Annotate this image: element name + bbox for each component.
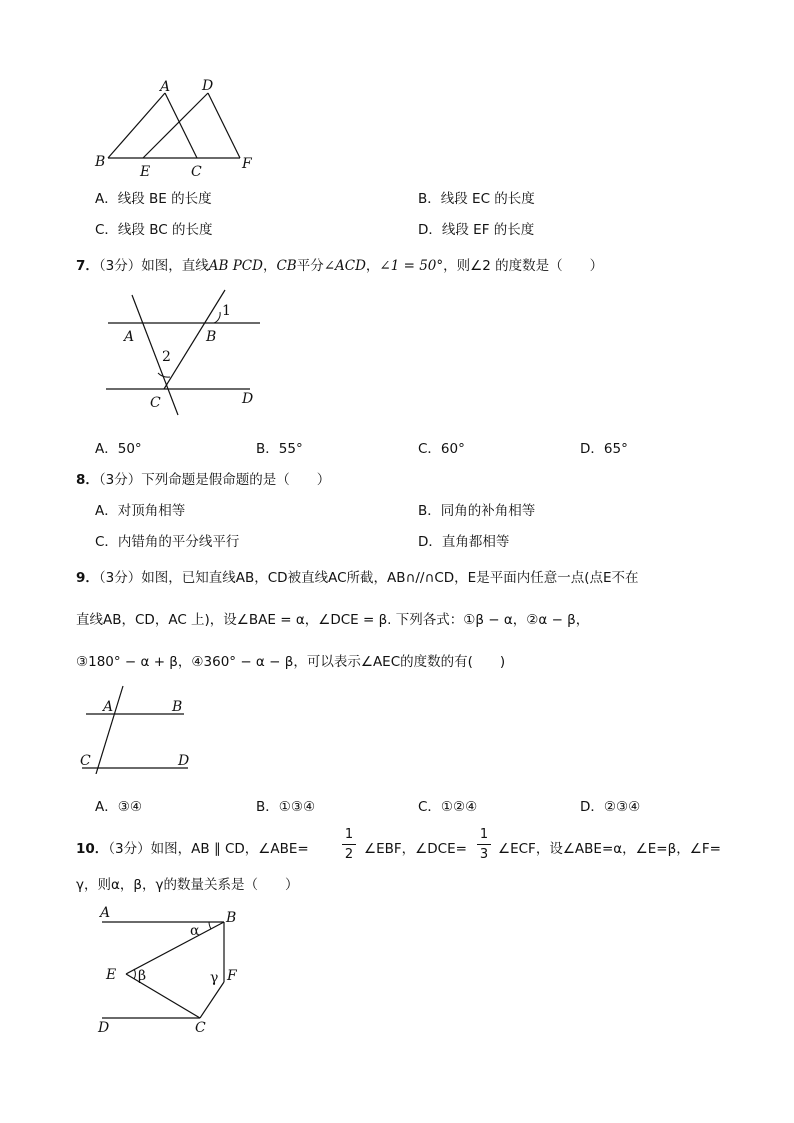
q6-option-c[interactable]: C．线段 BC 的长度	[95, 222, 213, 238]
label-D: D	[242, 391, 254, 407]
q10-score: （3分）	[108, 841, 151, 857]
q7-acd: ∠ACD	[323, 258, 366, 274]
q9-transversal-figure	[76, 682, 196, 774]
label-A: A	[100, 905, 111, 921]
label-beta: β	[138, 968, 147, 984]
q6-triangle-figure	[90, 76, 260, 182]
label-C: C	[191, 164, 202, 180]
q7-option-a[interactable]: A．50°	[95, 441, 142, 457]
q7-stem-a: 如图，直线	[141, 258, 209, 274]
q7-sep2: ，	[365, 258, 380, 274]
label-B: B	[206, 329, 217, 345]
label-D: D	[202, 78, 214, 94]
q10-stem-part2: ∠EBF，∠DCE=	[364, 841, 467, 857]
q7-ab: AB	[208, 258, 229, 274]
label-gamma: γ	[210, 970, 219, 986]
frac1-numerator: 1	[344, 827, 354, 842]
q8-option-c[interactable]: C．内错角的平分线平行	[95, 534, 240, 550]
q9-score: （3分）	[98, 570, 142, 586]
frac1-denominator: 2	[344, 847, 354, 862]
q10-stem-part3: ∠ECF，设∠ABE=α，∠E=β，∠F=	[498, 841, 721, 857]
q8-option-b[interactable]: B．同角的补角相等	[418, 503, 536, 519]
q7-angle1: ∠1 = 50°	[379, 258, 444, 274]
q8-option-a[interactable]: A．对顶角相等	[95, 503, 186, 519]
q7-option-b[interactable]: B．55°	[256, 441, 303, 457]
q7-option-d[interactable]: D．65°	[580, 441, 628, 457]
label-B: B	[226, 910, 237, 926]
q7-stem-end: ，则∠2 的度数是（ ）	[443, 258, 604, 274]
q9-stem-line1	[76, 566, 639, 586]
label-D: D	[98, 1020, 110, 1036]
q7-stem	[76, 254, 603, 274]
label-C: C	[80, 753, 91, 769]
q10-fraction-half	[342, 827, 356, 862]
label-B: B	[172, 699, 183, 715]
q9-option-b[interactable]: B．①③④	[256, 799, 316, 815]
q10-fraction-third	[477, 827, 491, 862]
q6-option-a[interactable]: A．线段 BE 的长度	[95, 191, 212, 207]
q9-stem-line3: ③180° − α + β，④360° − α − β，可以表示∠AEC的度数的有( )	[76, 654, 506, 670]
label-C: C	[150, 395, 161, 411]
label-D: D	[178, 753, 190, 769]
label-A: A	[160, 79, 171, 95]
q7-pcd: PCD	[228, 258, 263, 274]
q7-number: 7．	[76, 258, 99, 274]
q6-option-b[interactable]: B．线段 EC 的长度	[418, 191, 535, 207]
label-E: E	[106, 967, 117, 983]
frac2-numerator: 1	[479, 827, 489, 842]
q9-number: 9．	[76, 570, 99, 586]
q9-option-a[interactable]: A．③④	[95, 799, 142, 815]
q7-score: （3分）	[98, 258, 142, 274]
q8-score: （3分）	[98, 472, 142, 488]
q7-bisect: 平分	[296, 258, 324, 274]
q10-angle-figure	[94, 902, 254, 1042]
q7-option-c[interactable]: C．60°	[418, 441, 465, 457]
q10-number: 10．	[76, 841, 109, 857]
q8-option-d[interactable]: D．直角都相等	[418, 534, 510, 550]
q9-option-c[interactable]: C．①②④	[418, 799, 478, 815]
label-F: F	[242, 156, 252, 172]
label-alpha: α	[190, 923, 200, 939]
q7-cb: CB	[276, 258, 297, 274]
q7-parallel-lines-figure	[100, 285, 270, 420]
frac2-denominator: 3	[479, 847, 489, 862]
q7-sep1: ，	[262, 258, 277, 274]
label-B: B	[95, 154, 106, 170]
q10-stem-a: 如图，AB ∥ CD，∠ABE=	[150, 841, 309, 857]
q10-stem-part1	[76, 837, 309, 857]
q9-stem-line2: 直线AB，CD，AC 上)，设∠BAE = α，∠DCE = β. 下列各式：①β − α，②α − β，	[76, 612, 590, 628]
q10-stem-line2: γ，则α，β，γ的数量关系是（ ）	[76, 877, 299, 893]
label-E: E	[140, 164, 151, 180]
q8-stem	[76, 468, 330, 488]
q9-line1: 如图，已知直线AB，CD被直线AC所截，AB∩//∩CD，E是平面内任意一点(点E不在	[141, 570, 639, 586]
label-1: 1	[222, 303, 231, 319]
label-A: A	[103, 699, 114, 715]
frac1-bar	[342, 844, 356, 845]
label-2: 2	[162, 349, 171, 365]
q9-option-d[interactable]: D．②③④	[580, 799, 641, 815]
label-F: F	[227, 968, 237, 984]
q8-number: 8．	[76, 472, 99, 488]
q8-text: 下列命题是假命题的是（ ）	[141, 472, 331, 488]
label-A: A	[124, 329, 135, 345]
q6-option-d[interactable]: D．线段 EF 的长度	[418, 222, 535, 238]
label-C: C	[195, 1020, 206, 1036]
frac2-bar	[477, 844, 491, 845]
